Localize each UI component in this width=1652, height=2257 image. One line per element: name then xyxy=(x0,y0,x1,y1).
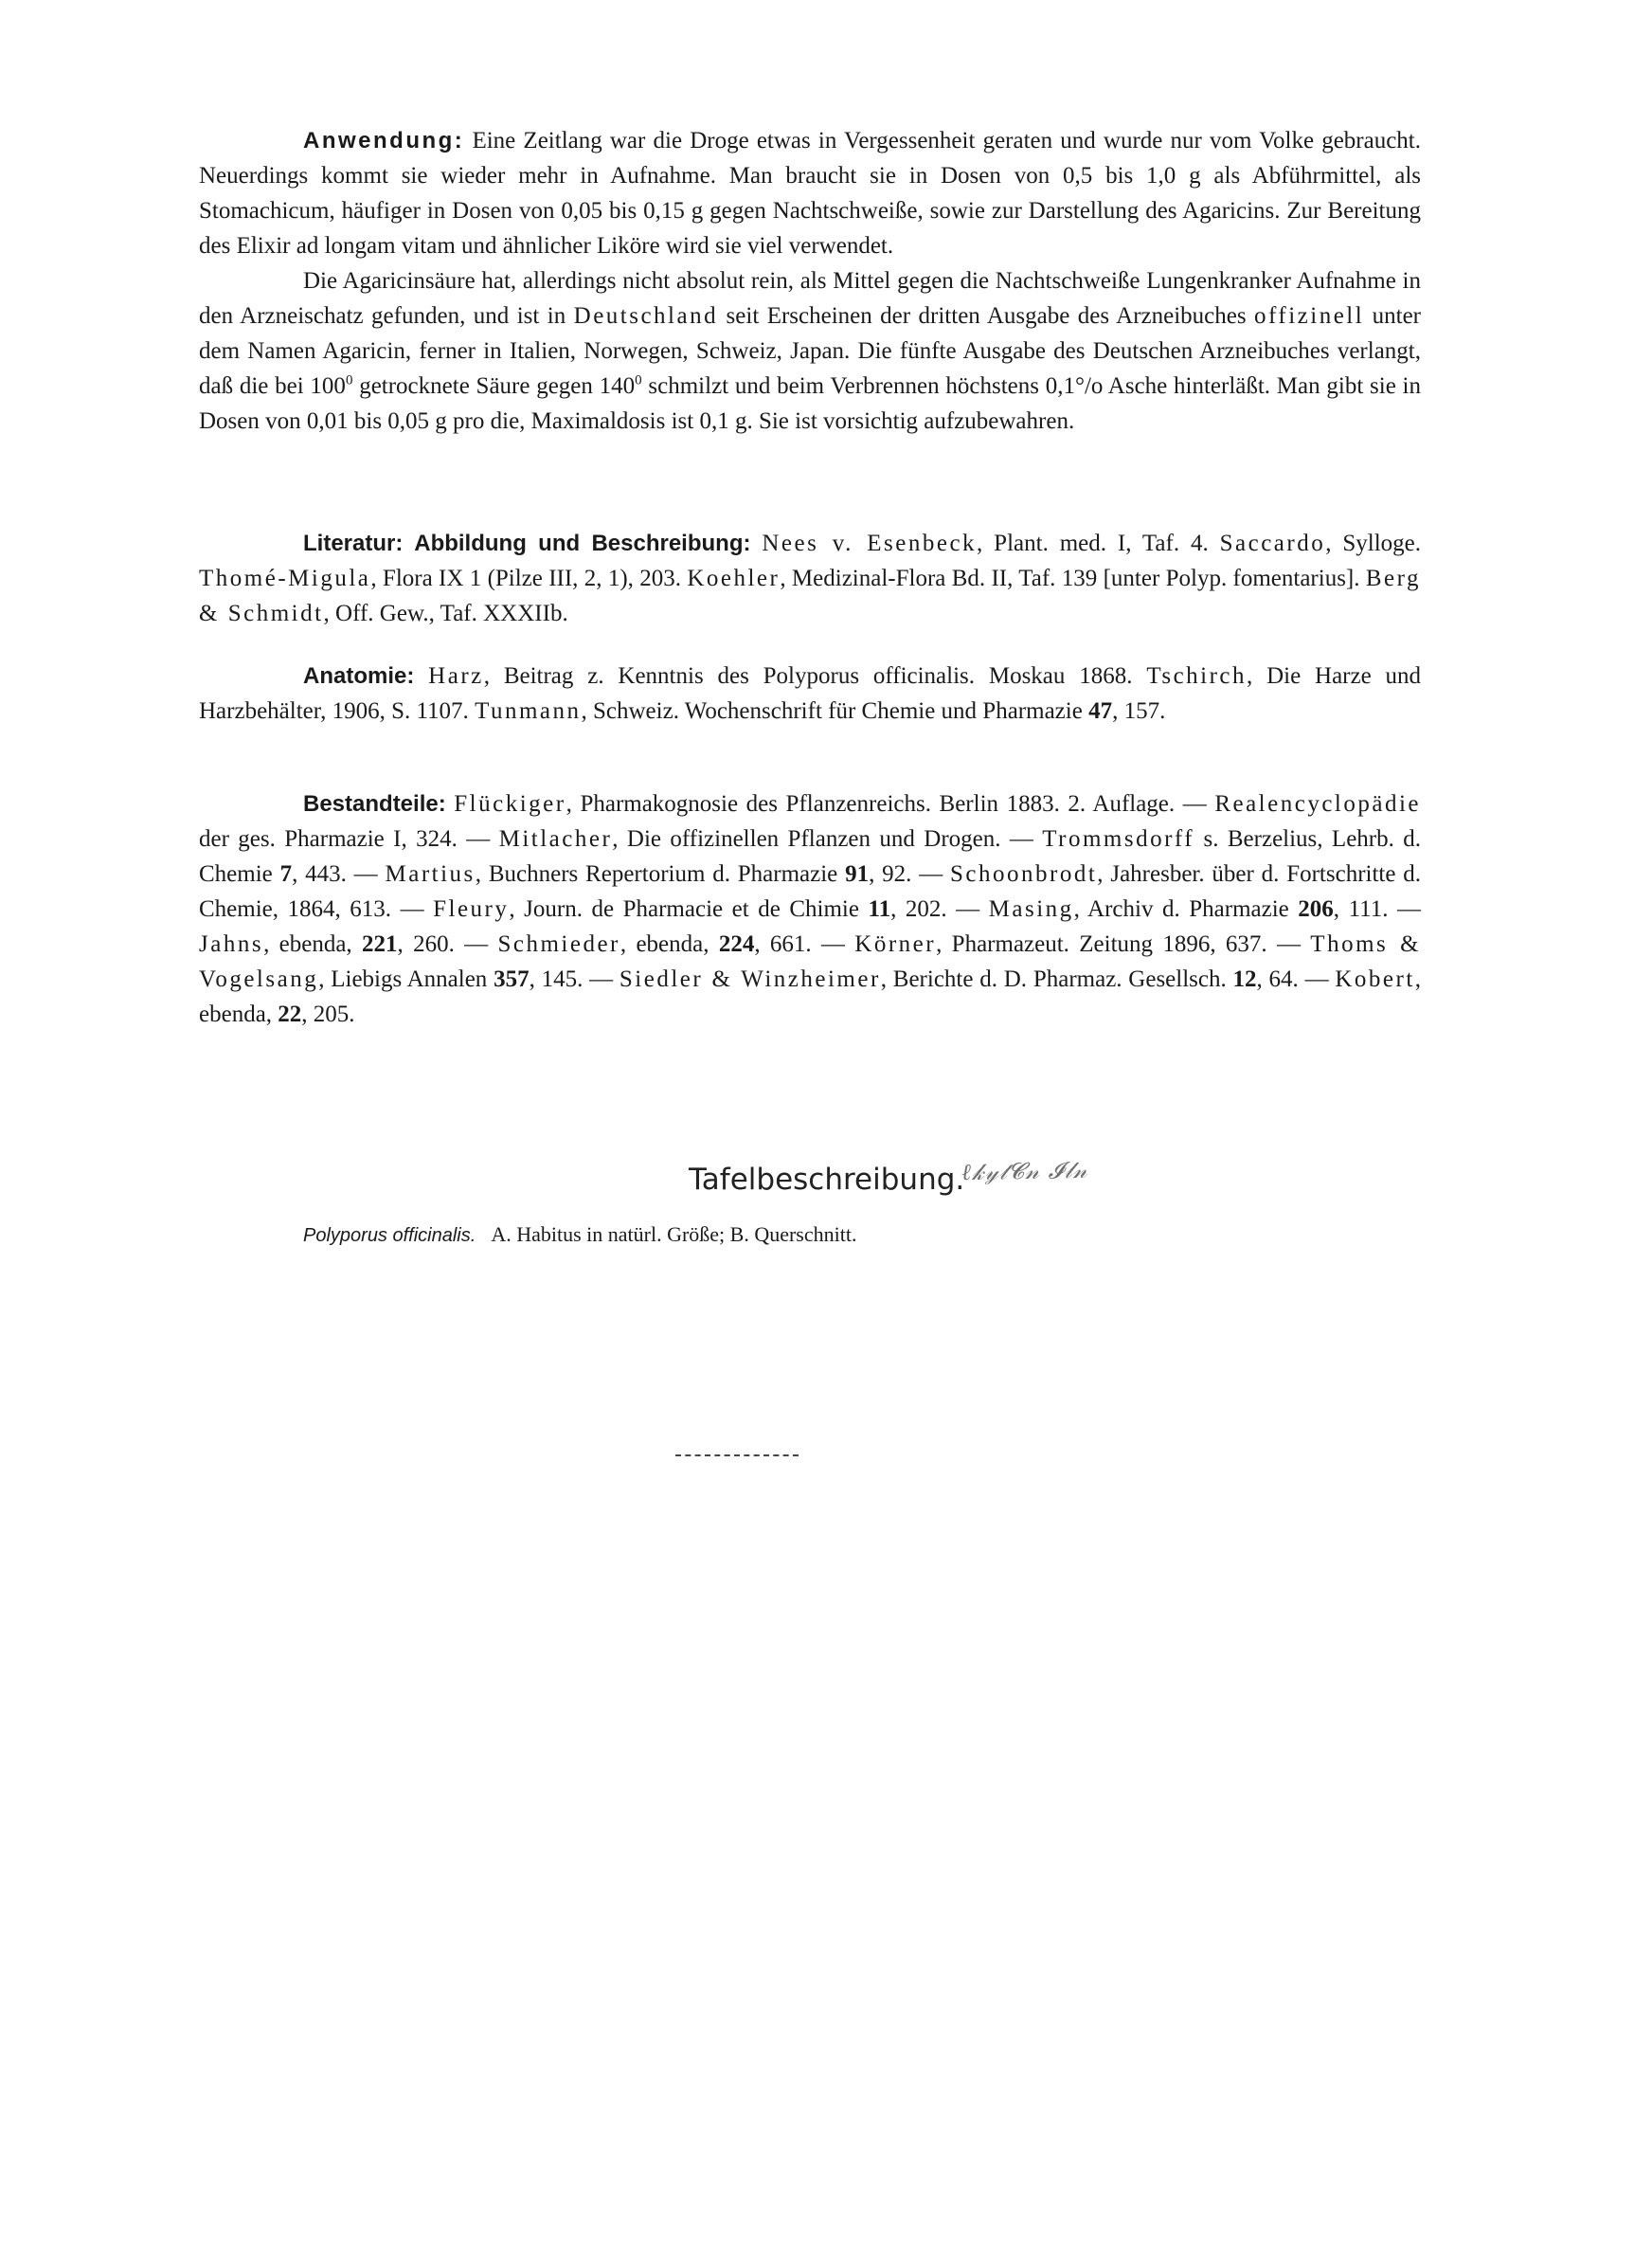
bestandteile-paragraph xyxy=(199,786,1421,1032)
text-run: , 64. — xyxy=(1256,966,1336,992)
author: Martius xyxy=(385,861,476,887)
author: Mitlacher xyxy=(498,826,613,852)
volume-number: 11 xyxy=(868,896,891,922)
author: Körner xyxy=(854,931,937,957)
author: Masing xyxy=(988,896,1074,922)
author: Fleury xyxy=(433,896,510,922)
volume-number: 206 xyxy=(1298,896,1334,922)
text-run: s. Berzelius, Lehrb. d. Chemie xyxy=(199,826,1421,887)
text-run: , Journ. de Pharmacie et de Chimie xyxy=(509,896,869,922)
text-run: , 443. — xyxy=(292,861,386,887)
author: Trommsdorff xyxy=(1042,826,1195,852)
text-run: , 661. — xyxy=(754,931,855,957)
caption-text: A. Habitus in natürl. Größe; B. Querschnitt. xyxy=(491,1222,857,1246)
author: Flückiger xyxy=(454,791,566,817)
anwendung-label: Anwendung: xyxy=(303,128,465,153)
text-run: , 260. — xyxy=(397,931,498,957)
author: Thomé-Migula xyxy=(199,566,371,591)
text-run: , Berichte d. D. Pharmaz. Gesellsch. xyxy=(880,966,1233,992)
text-run: , 205. xyxy=(301,1002,355,1027)
author: Realencyclopädie xyxy=(1214,791,1421,817)
text-run: der ges. Pharmazie I, 324. — xyxy=(199,826,499,852)
text-run: , ebenda, xyxy=(620,931,719,957)
literatur-label: Literatur: xyxy=(303,531,404,556)
anwendung-paragraph-2 xyxy=(199,263,1421,439)
volume-number: 221 xyxy=(362,931,398,957)
text-run: , Schweiz. Wochenschrift für Chemie und Pharmazie xyxy=(581,698,1089,724)
text-run: , Sylloge. xyxy=(1325,531,1422,556)
text-run: , Pharmakognosie des Pflanzenreichs. Berlin 1883. 2. Auflage. — xyxy=(566,791,1215,817)
spaced-word: Deutschland xyxy=(573,303,719,329)
text-run: , Jahresber. über d. Fortschritte d. Chemie, 1864, 613. — xyxy=(199,861,1422,922)
text-run: , 92. — xyxy=(869,861,951,887)
text-run: , ebenda, xyxy=(199,966,1422,1027)
text-run: getrocknete Säure gegen 140 xyxy=(352,373,636,399)
text-run: schmilzt und beim Verbrennen höchstens 0,1°/o Asche hinterläßt. Man gibt sie in Dosen von 0,01 bis 0,05 g pro die, Maximaldosis ist 0,1 g. Sie ist vorsichtig aufzubewahren. xyxy=(199,373,1421,434)
literatur-sublabel: Abbildung und Beschreibung: xyxy=(414,531,751,556)
handwritten-note: ℓ𝓀𝓎𝓉𝓒𝓃 𝓘𝓁𝓃 xyxy=(961,1156,1088,1186)
text-run: , Liebigs Annalen xyxy=(318,966,494,992)
text-run: , Medizinal-Flora Bd. II, Taf. 139 [unter Polyp. fomentarius]. xyxy=(780,566,1366,591)
section-anatomie xyxy=(199,659,1421,729)
author: Schmieder xyxy=(497,931,620,957)
author: Harz xyxy=(428,663,484,689)
volume-number: 12 xyxy=(1232,966,1257,992)
text-run: , Beitrag z. Kenntnis des Polyporus officinalis. Moskau 1868. xyxy=(483,663,1147,689)
section-literatur xyxy=(199,526,1421,631)
author: Saccardo xyxy=(1219,531,1326,556)
text-run: , Plant. med. I, Taf. 4. xyxy=(977,531,1220,556)
text-run: unter dem Namen Agaricin, ferner in Italien, Norwegen, Schweiz, Japan. Die fünfte Ausgabe des Deutschen Arzneibuches verlangt, daß die bei 100 xyxy=(199,303,1422,399)
author: Thoms & Vogelsang xyxy=(199,931,1422,992)
author: Koehler xyxy=(687,566,781,591)
volume-number: 357 xyxy=(494,966,530,992)
text-run: , Buchners Repertorium d. Pharmazie xyxy=(475,861,846,887)
author: Schoonbrodt xyxy=(950,861,1098,887)
text-run: , ebenda, xyxy=(263,931,362,957)
text-run: , 111. — xyxy=(1333,896,1421,922)
degree-superscript: 0 xyxy=(345,372,353,388)
author: Jahns xyxy=(199,931,264,957)
bestandteile-label: Bestandteile: xyxy=(303,791,446,817)
literatur-paragraph xyxy=(199,526,1421,631)
author: Nees v. Esenbeck xyxy=(762,531,978,556)
text-run: , Die Harze und Harzbehälter, 1906, S. 1107. xyxy=(199,663,1422,724)
anatomie-paragraph xyxy=(199,659,1421,729)
author: Tunmann xyxy=(475,698,582,724)
text-run: , 157. xyxy=(1112,698,1166,724)
volume-number: 47 xyxy=(1088,698,1113,724)
author: Kobert xyxy=(1335,966,1415,992)
volume-number: 91 xyxy=(845,861,870,887)
text-run: , Flora IX 1 (Pilze III, 2, 1), 203. xyxy=(370,566,688,591)
volume-number: 224 xyxy=(718,931,755,957)
anwendung-text: Eine Zeitlang war die Droge etwas in Vergessenheit geraten und wurde nur vom Volke gebraucht. Neuerdings kommt sie wieder mehr in Aufnahme. Man braucht sie in Dosen von 0,5 bis 1,0 g als Abführmittel, als Stomachicum, häufiger in Dosen von 0,05 bis 0,15 g gegen Nachtschweiße, sowie zur Darstellung des Agaricins. Zur Bereitung des Elixir ad longam vitam und ähnlicher Liköre wird sie viel verwendet. xyxy=(199,128,1422,259)
anatomie-label: Anatomie: xyxy=(303,663,415,689)
text-run: Die Agaricinsäure hat, allerdings nicht absolut rein, als Mittel gegen die Nachtschweiße Lungenkranker Aufnahme in den Arzneischatz gefunden, und ist in xyxy=(199,268,1421,329)
text-run: , 145. — xyxy=(529,966,620,992)
plate-caption xyxy=(303,1222,856,1247)
degree-superscript: 0 xyxy=(635,372,642,388)
text-run: , Pharmazeut. Zeitung 1896, 637. — xyxy=(936,931,1311,957)
text-run: , Die offizinellen Pflanzen und Drogen. — xyxy=(612,826,1043,852)
section-anwendung xyxy=(199,123,1421,439)
text-run: , Off. Gew., Taf. XXXIIb. xyxy=(323,601,568,626)
text-run: , Archiv d. Pharmazie xyxy=(1073,896,1299,922)
spaced-word: offizinell xyxy=(1254,303,1365,329)
author: Tschirch xyxy=(1146,663,1248,689)
author: Siedler & Winzheimer xyxy=(619,966,881,992)
text-run: , 202. — xyxy=(890,896,989,922)
end-divider xyxy=(675,1454,799,1456)
author: Berg & Schmidt xyxy=(199,566,1421,626)
volume-number: 7 xyxy=(279,861,293,887)
section-bestandteile xyxy=(199,786,1421,1032)
volume-number: 22 xyxy=(278,1002,302,1027)
plate-description-title: Tafelbeschreibung. xyxy=(689,1163,965,1197)
species-name: Polyporus officinalis. xyxy=(303,1225,476,1246)
text-run: seit Erscheinen der dritten Ausgabe des Arzneibuches xyxy=(718,303,1255,329)
anwendung-paragraph-1 xyxy=(199,123,1421,263)
